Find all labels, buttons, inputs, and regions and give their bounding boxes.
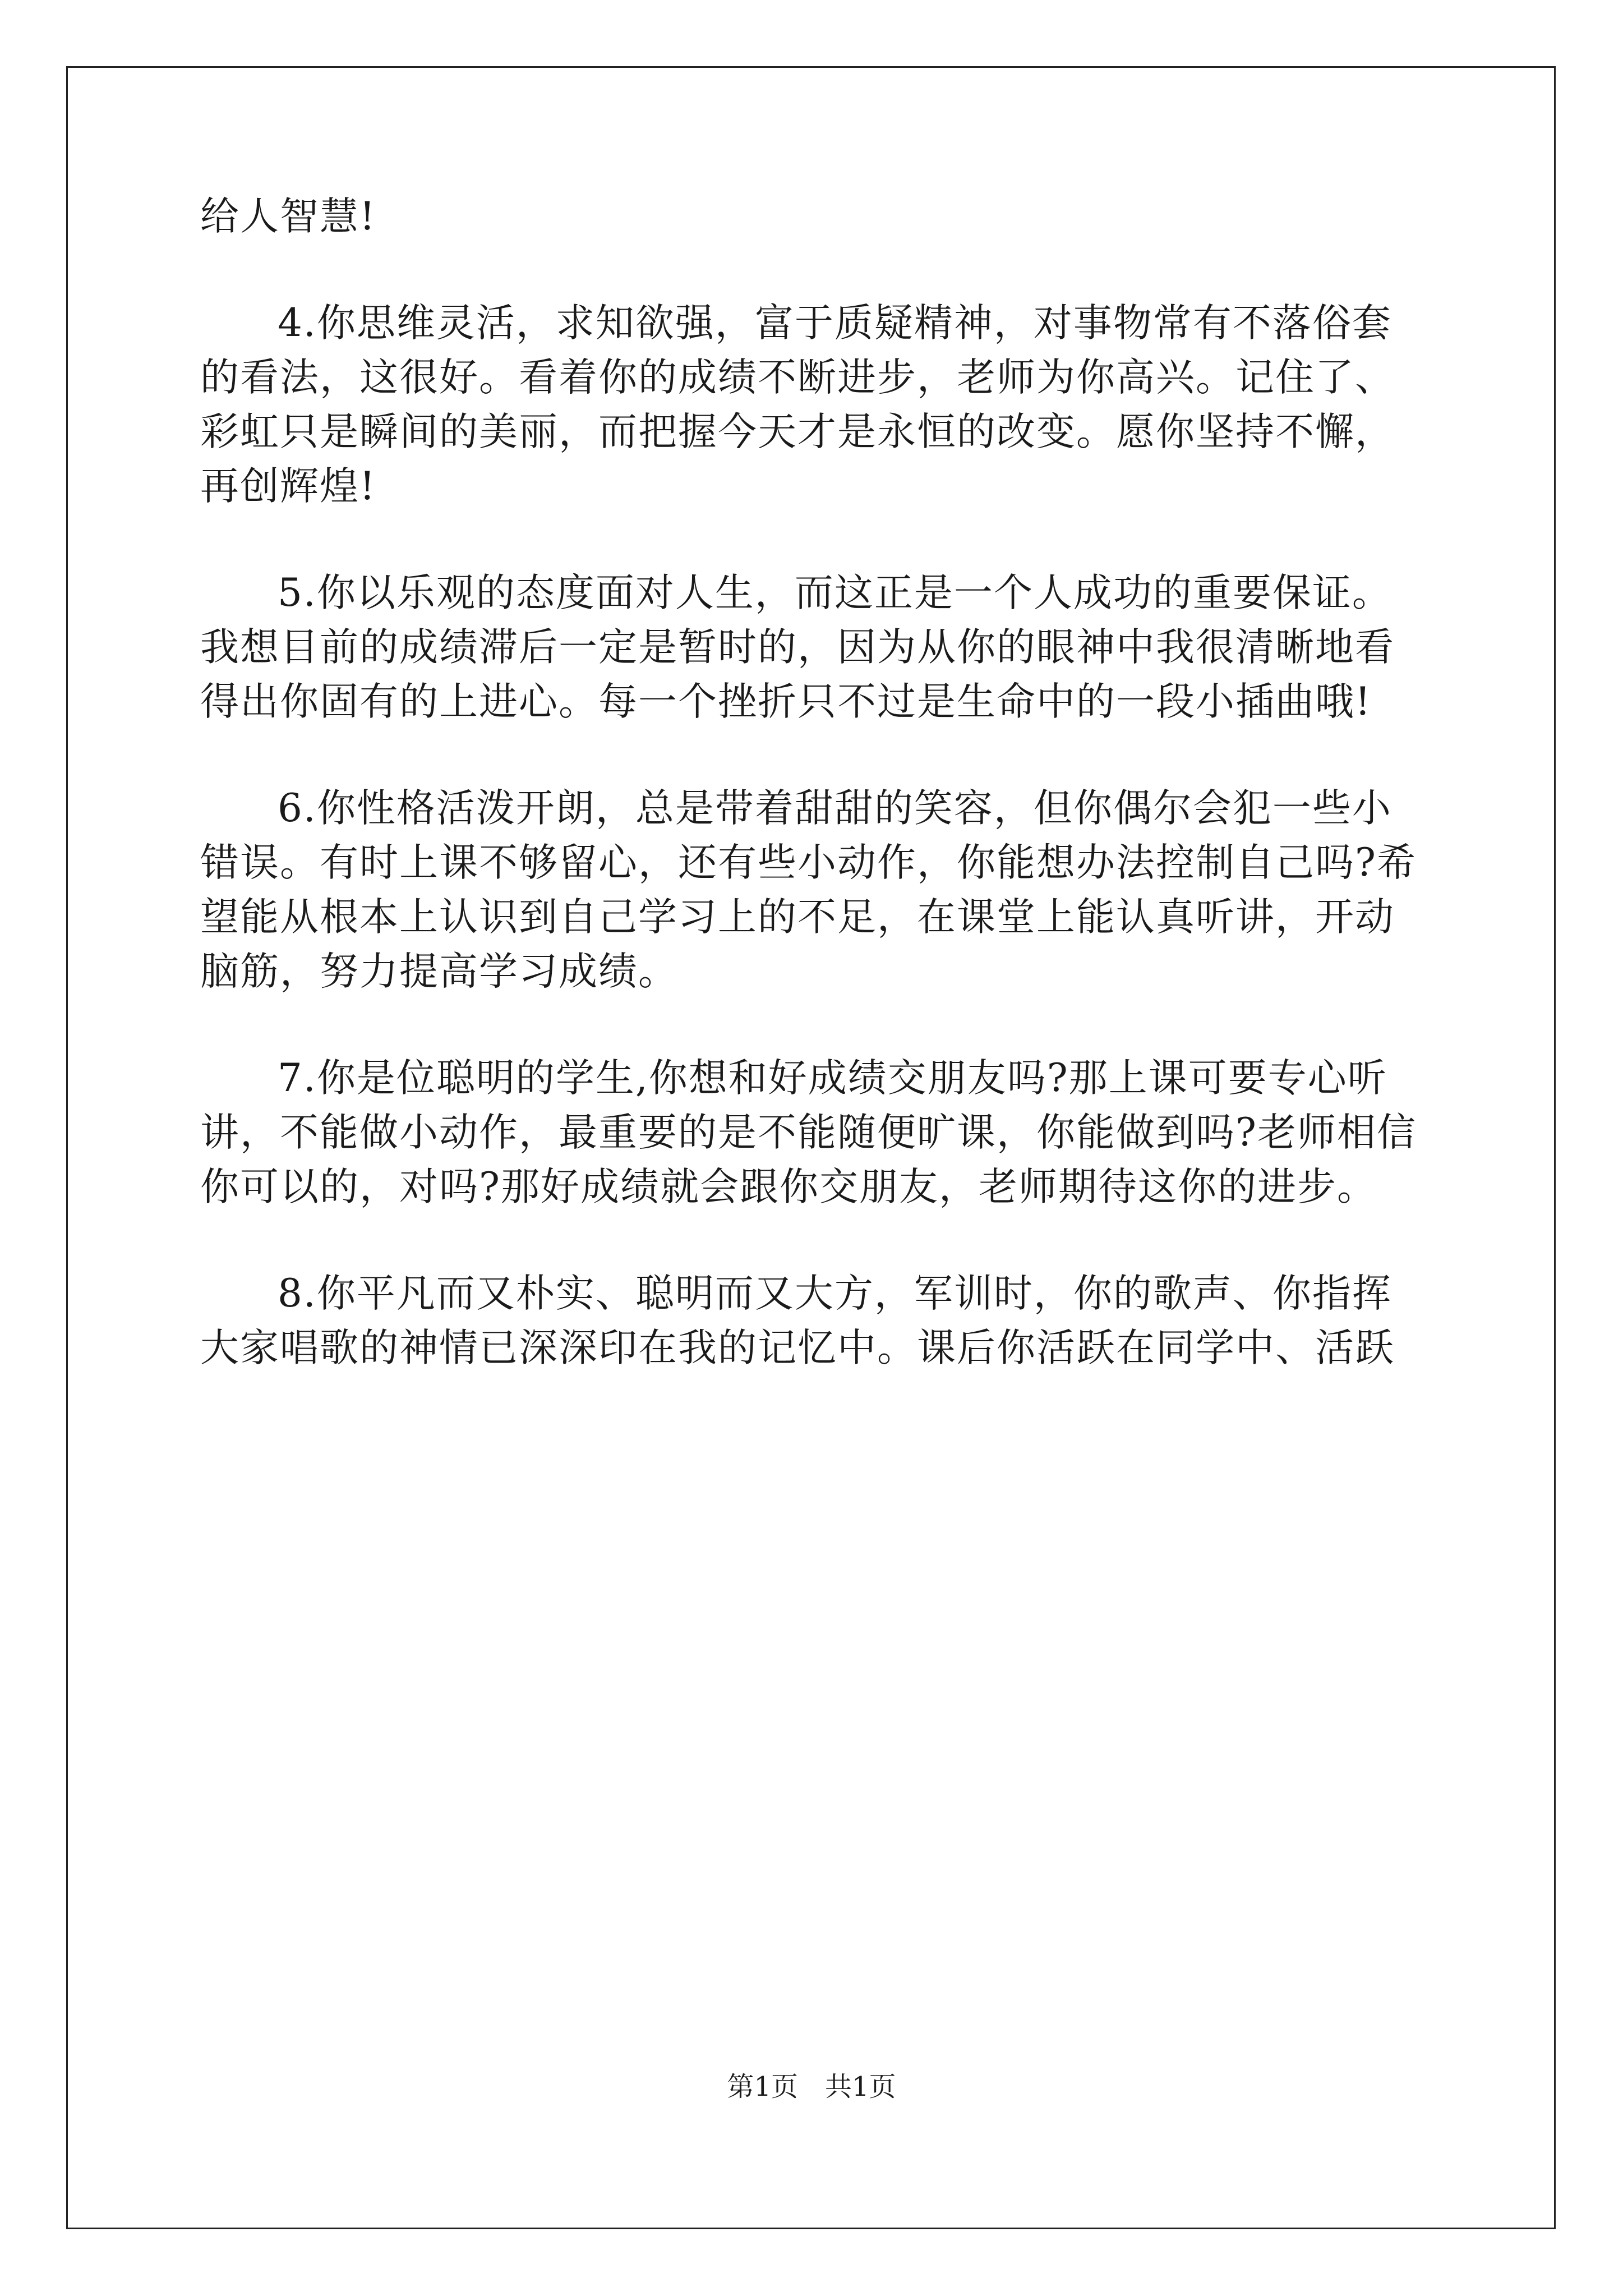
text-line: 大家唱歌的神情已深深印在我的记忆中。课后你活跃在同学中、活跃: [200, 1326, 1395, 1370]
text-line: 脑筋，努力提高学习成绩。: [200, 949, 678, 994]
text-line: 错误。有时上课不够留心，还有些小动作，你能想办法控制自己吗?希: [200, 840, 1417, 885]
paragraph-5: [200, 566, 1423, 729]
text-line: 8.你平凡而又朴实、聪明而又大方，军训时，你的歌声、你指挥: [278, 1271, 1392, 1316]
text-line: 的看法，这很好。看着你的成绩不断进步，老师为你高兴。记住了、: [200, 355, 1395, 400]
text-line: 望能从根本上认识到自己学习上的不足，在课堂上能认真听讲，开动: [200, 895, 1395, 940]
paragraph-8: [200, 1267, 1423, 1375]
text-line: 4.你思维灵活，求知欲强，富于质疑精神，对事物常有不落俗套: [278, 301, 1392, 346]
text-line: 彩虹只是瞬间的美丽，而把握今天才是永恒的改变。愿你坚持不懈，: [200, 409, 1395, 454]
paragraph-4: [200, 296, 1423, 514]
page-number-footer: 第1页 共1页: [727, 2071, 896, 2102]
text-line: 再创辉煌!: [200, 464, 376, 509]
paragraph-continued: [200, 190, 1423, 244]
text-line: 5.你以乐观的态度面对人生，而这正是一个人成功的重要保证。: [278, 570, 1392, 615]
text-line: 你可以的，对吗?那好成绩就会跟你交朋友，老师期待这你的进步。: [200, 1165, 1377, 1209]
document-body: [200, 190, 1423, 1375]
paragraph-7: [200, 1051, 1423, 1214]
paragraph-6: [200, 781, 1423, 999]
text-line: 讲，不能做小动作，最重要的是不能随便旷课，你能做到吗?老师相信: [200, 1110, 1417, 1155]
text-line: 6.你性格活泼开朗，总是带着甜甜的笑容，但你偶尔会犯一些小: [278, 786, 1392, 831]
text-line: 给人智慧!: [200, 194, 376, 239]
text-line: 我想目前的成绩滞后一定是暂时的，因为从你的眼神中我很清晰地看: [200, 625, 1395, 670]
text-line: 得出你固有的上进心。每一个挫折只不过是生命中的一段小插曲哦!: [200, 679, 1372, 724]
text-line: 7.你是位聪明的学生,你想和好成绩交朋友吗?那上课可要专心听: [278, 1056, 1387, 1101]
